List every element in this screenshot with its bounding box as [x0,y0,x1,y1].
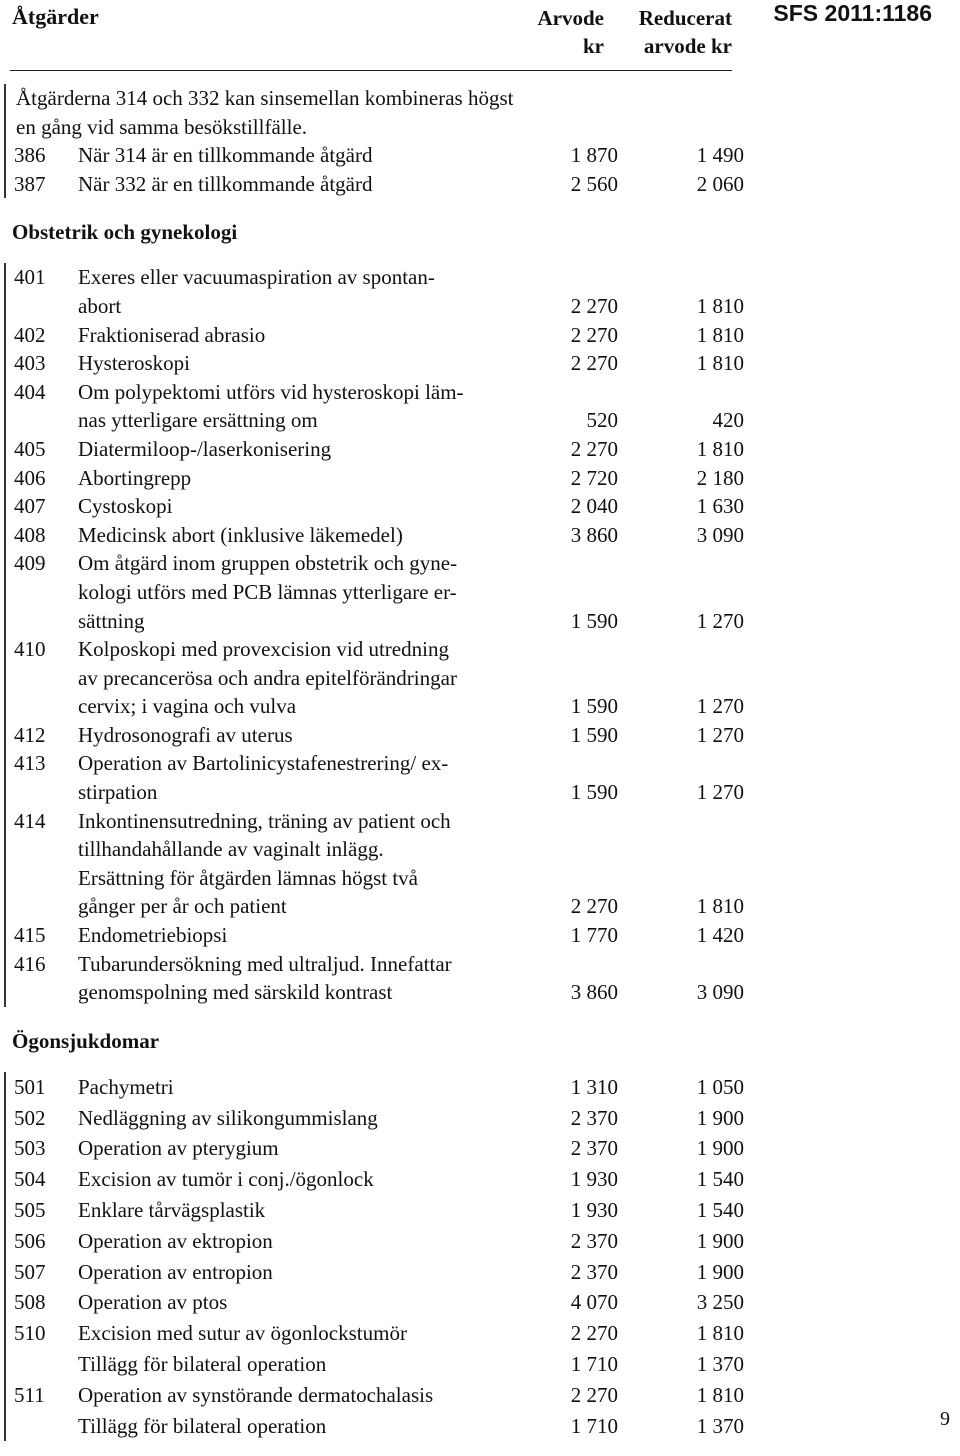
row-code [6,578,78,607]
row-reduced-fee: 1 050 [696,1074,744,1099]
row-reduced-fee: 2 060 [696,171,744,196]
section-table [4,1072,960,1442]
table-row [6,778,960,807]
row-description: Hysteroskopi [78,351,190,376]
row-fee: 1 770 [570,923,618,948]
row-code: 507 [14,1259,46,1284]
row-description: sättning [78,608,145,633]
row-fee: 2 270 [570,436,618,461]
row-description: Cystoskopi [78,494,173,519]
row-description: abort [78,293,122,318]
intro-note: Åtgärderna 314 och 332 kan sinsemellan kombineras högst en gång vid samma besökstillfälle. [16,86,514,139]
table-row [6,721,960,750]
table-row [6,1133,960,1164]
row-fee: 3 860 [570,980,618,1005]
table-row [6,349,960,378]
row-reduced-fee [618,263,744,292]
row-code: 402 [14,322,46,347]
row-description: cervix; i vagina och vulva [78,694,297,719]
table-header [0,0,960,72]
row-reduced-fee: 1 810 [696,1321,744,1346]
table-row [6,435,960,464]
row-description: av precancerösa och andra epitelförändringar [78,665,457,690]
row-code: 412 [14,722,46,747]
row-description: Om polypektomi utförs vid hysteroskopi läm- [78,379,464,404]
row-code [6,664,78,693]
column-header-actions: Åtgärder [12,4,99,29]
row-code: 407 [14,494,46,519]
row-fee: 4 070 [570,1290,618,1315]
table-row [6,921,960,950]
row-reduced-fee: 2 180 [696,465,744,490]
table-row [6,664,960,693]
row-description: Kolposkopi med provexcision vid utredning [78,637,449,662]
table-row [6,492,960,521]
row-description: Tubarundersökning med ultraljud. Innefattar [78,951,452,976]
row-code: 508 [14,1290,46,1315]
row-code [6,892,78,921]
row-reduced-fee: 1 900 [696,1259,744,1284]
table-row [6,521,960,550]
row-reduced-fee: 1 810 [696,894,744,919]
row-code [6,692,78,721]
row-code [6,864,78,893]
row-code: 404 [14,379,46,404]
row-fee [506,807,618,836]
row-description: Endometriebiopsi [78,923,228,948]
row-fee: 2 270 [570,894,618,919]
row-reduced-fee: 1 810 [696,293,744,318]
row-code [6,406,78,435]
row-reduced-fee [618,749,744,778]
row-fee: 2 370 [570,1228,618,1253]
table-row [6,1411,960,1442]
row-reduced-fee [618,664,744,693]
row-description: Enklare tårvägsplastik [78,1198,266,1222]
row-reduced-fee: 1 900 [696,1228,744,1253]
row-description: Hydrosonografi av uterus [78,722,293,747]
row-reduced-fee: 1 370 [696,1351,744,1376]
row-description: Fraktioniserad abrasio [78,322,266,347]
row-code: 410 [14,637,46,662]
row-code: 406 [14,465,46,490]
row-reduced-fee: 1 810 [696,351,744,376]
row-reduced-fee: 1 810 [696,322,744,347]
row-code [6,292,78,321]
row-fee: 2 270 [570,351,618,376]
table-row [6,1380,960,1411]
row-description: Tillägg för bilateral operation [78,1351,327,1376]
row-code: 501 [14,1074,46,1099]
row-fee [506,263,618,292]
row-description: genomspolning med särskild kontrast [78,980,393,1005]
row-code: 503 [14,1136,46,1161]
section-title: Ögonsjukdomar [12,1028,160,1053]
table-row [6,692,960,721]
row-code: 403 [14,351,46,376]
row-description: Ersättning för åtgärden lämnas högst två [78,865,418,890]
row-fee: 1 710 [570,1413,618,1438]
row-description: Excision med sutur av ögonlockstumör [78,1321,407,1346]
row-fee: 2 720 [570,465,618,490]
row-description: Nedläggning av silikongummislang [78,1105,378,1130]
table-row [6,607,960,636]
row-fee: 2 370 [570,1136,618,1161]
row-reduced-fee: 1 270 [696,694,744,719]
row-fee: 1 310 [570,1074,618,1099]
row-fee: 2 370 [570,1105,618,1130]
row-reduced-fee: 1 900 [696,1105,744,1130]
row-code: 511 [14,1382,45,1407]
row-description: Exeres eller vacuumaspiration av spontan- [78,265,435,290]
column-header-reduced-fee: Reducerat arvode kr [638,6,732,58]
row-reduced-fee [618,864,744,893]
row-fee: 2 040 [570,494,618,519]
section-table [4,263,960,1006]
table-row [6,1318,960,1349]
row-fee [506,864,618,893]
table-row [6,864,960,893]
table-row [6,549,960,578]
table-row [6,170,960,199]
row-code [6,778,78,807]
table-row [6,406,960,435]
row-description: gånger per år och patient [78,894,287,919]
row-description: Om åtgärd inom gruppen obstetrik och gyne- [78,551,458,576]
row-description: När 314 är en tillkommande åtgärd [78,143,373,168]
row-fee: 1 710 [570,1351,618,1376]
row-fee: 1 930 [570,1198,618,1222]
column-header-fee: Arvode kr [537,6,604,58]
row-fee: 2 270 [570,1321,618,1346]
row-description: nas ytterligare ersättning om [78,408,318,433]
row-description: Medicinsk abort (inklusive läkemedel) [78,522,403,547]
document-reference: SFS 2011:1186 [773,0,932,26]
table-row [6,978,960,1007]
row-code: 414 [14,808,46,833]
table-row [6,749,960,778]
header-divider [10,70,732,71]
document-body [0,84,960,1441]
row-reduced-fee [618,549,744,578]
row-code [6,1411,78,1442]
row-fee: 2 560 [570,171,618,196]
row-reduced-fee [618,950,744,979]
row-reduced-fee: 3 250 [696,1290,744,1315]
row-code: 408 [14,522,46,547]
row-description: Abortingrepp [78,465,192,490]
row-reduced-fee: 1 540 [696,1167,744,1192]
row-code: 386 [14,143,46,168]
row-code: 504 [14,1167,46,1192]
row-fee [506,950,618,979]
row-description: Operation av synstörande dermatochalasis [78,1382,434,1407]
table-row [6,1287,960,1318]
row-code: 506 [14,1228,46,1253]
row-reduced-fee: 1 810 [696,1382,744,1407]
row-reduced-fee: 1 370 [696,1413,744,1438]
row-description: Excision av tumör i conj./ögonlock [78,1167,374,1192]
row-fee [506,749,618,778]
row-description: Operation av entropion [78,1259,273,1284]
row-description: Pachymetri [78,1074,174,1099]
row-description: kologi utförs med PCB lämnas ytterligare er- [78,579,457,604]
row-reduced-fee [618,578,744,607]
row-code: 505 [14,1198,46,1222]
row-fee: 1 930 [570,1167,618,1192]
row-description: Operation av pterygium [78,1136,279,1161]
row-reduced-fee: 1 630 [696,494,744,519]
table-row [6,1072,960,1103]
row-reduced-fee: 1 900 [696,1136,744,1161]
table-row [6,1195,960,1226]
row-fee [506,578,618,607]
row-fee: 2 270 [570,1382,618,1407]
row-reduced-fee: 1 270 [696,780,744,805]
section-title: Obstetrik och gynekologi [12,220,238,245]
table-row [6,292,960,321]
row-fee: 1 590 [570,722,618,747]
table-row [6,892,960,921]
row-code: 416 [14,951,46,976]
row-description: Operation av Bartolinicystafenestrering/ ex- [78,751,449,776]
row-reduced-fee: 420 [712,408,744,433]
row-fee [506,549,618,578]
row-reduced-fee [618,835,744,864]
row-description: Inkontinensutredning, träning av patient och [78,808,451,833]
table-row [6,1349,960,1380]
row-fee: 2 370 [570,1259,618,1284]
table-row [6,263,960,292]
row-reduced-fee [618,807,744,836]
row-description: Tillägg för bilateral operation [78,1413,327,1438]
table-row [6,1164,960,1195]
row-code [6,607,78,636]
row-fee [506,378,618,407]
row-fee: 2 270 [570,293,618,318]
table-row [6,835,960,864]
table-row [6,464,960,493]
row-code: 415 [14,923,46,948]
row-fee: 1 870 [570,143,618,168]
page-number: 9 [940,1408,950,1430]
row-reduced-fee: 1 540 [696,1198,744,1222]
row-reduced-fee [618,378,744,407]
row-fee: 3 860 [570,522,618,547]
row-reduced-fee: 3 090 [696,980,744,1005]
table-row [6,578,960,607]
row-fee: 2 270 [570,322,618,347]
intro-block [4,84,960,198]
table-row [6,378,960,407]
row-reduced-fee: 1 490 [696,143,744,168]
row-fee: 1 590 [570,780,618,805]
row-code: 405 [14,436,46,461]
row-code: 510 [14,1321,46,1346]
row-description: Operation av ektropion [78,1228,273,1253]
table-row [6,807,960,836]
row-fee: 520 [586,408,618,433]
row-code: 387 [14,171,46,196]
table-row [6,1257,960,1288]
row-code: 413 [14,751,46,776]
row-reduced-fee: 1 270 [696,608,744,633]
row-code: 401 [14,265,46,290]
row-fee [506,664,618,693]
row-fee [506,635,618,664]
row-reduced-fee: 1 810 [696,436,744,461]
row-fee [506,835,618,864]
row-reduced-fee: 3 090 [696,522,744,547]
table-row [6,321,960,350]
row-code [6,978,78,1007]
table-row [6,1226,960,1257]
row-fee: 1 590 [570,694,618,719]
row-description: Operation av ptos [78,1290,228,1315]
row-code: 409 [14,551,46,576]
row-description: När 332 är en tillkommande åtgärd [78,171,373,196]
row-code: 502 [14,1105,46,1130]
row-description: stirpation [78,780,158,805]
row-code [6,1349,78,1380]
row-code [6,835,78,864]
table-row [6,141,960,170]
row-reduced-fee [618,635,744,664]
row-fee: 1 590 [570,608,618,633]
row-description: Diatermiloop-/laserkonisering [78,436,332,461]
row-reduced-fee: 1 270 [696,722,744,747]
row-description: tillhandahållande av vaginalt inlägg. [78,837,384,862]
table-row [6,950,960,979]
table-row [6,635,960,664]
table-row [6,1103,960,1134]
row-reduced-fee: 1 420 [696,923,744,948]
